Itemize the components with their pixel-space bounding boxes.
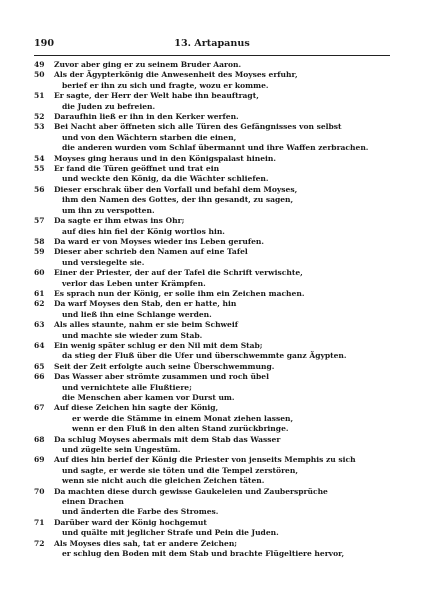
text-line [34, 237, 392, 247]
line-text: und weckte den König, da die Wächter schliefen. [62, 174, 269, 184]
text-line [34, 268, 392, 278]
text-line [34, 206, 392, 216]
verse-number: 67 [34, 403, 45, 413]
running-title: 13. Artapanus [174, 38, 250, 49]
line-text: Da machten diese durch gewisse Gaukeleien und Zaubersprüche [54, 486, 328, 496]
verse-number: 70 [34, 486, 45, 496]
verse-number: 58 [34, 236, 45, 246]
line-text: Auf dies hin berief der König die Priester von jenseits Memphis zu sich [54, 455, 356, 465]
verse-number: 69 [34, 455, 45, 465]
verse-number: 63 [34, 320, 45, 330]
text-line [34, 102, 392, 112]
text-line [34, 351, 392, 361]
text-line [34, 497, 392, 507]
line-text: und ließ ihn eine Schlange werden. [62, 309, 212, 319]
line-text: Da ward er von Moyses wieder ins Leben gerufen. [54, 236, 265, 246]
line-text: wenn er den Fluß in den alten Stand zurückbringe. [72, 424, 289, 434]
verse-number: 55 [34, 164, 45, 174]
line-text: Auf diese Zeichen hin sagte der König, [54, 403, 219, 413]
text-line [34, 154, 392, 164]
line-text: die anderen wurden vom Schlaf übermannt und ihre Waffen zerbrachen. [62, 143, 369, 153]
text-line [34, 216, 392, 226]
verse-number: 56 [34, 184, 45, 194]
text-line [34, 143, 392, 153]
text-line [34, 362, 392, 372]
page-number: 190 [34, 38, 55, 49]
line-text: auf dies hin fiel der König wortlos hin. [62, 226, 225, 236]
text-line [34, 383, 392, 393]
verse-number: 61 [34, 288, 45, 298]
page-header [34, 38, 390, 52]
text-line [34, 279, 392, 289]
text-line [34, 403, 392, 413]
line-text: Da sagte er ihm etwas ins Ohr; [54, 216, 185, 226]
text-line [34, 164, 392, 174]
text-line [34, 539, 392, 549]
line-text: er werde die Stämme in einem Monat ziehen lassen, [72, 413, 294, 423]
line-text: Moyses ging heraus und in den Königspalast hinein. [54, 153, 277, 163]
line-text: Er fand die Türen geöffnet und trat ein [54, 164, 220, 174]
line-text: verlor das Leben unter Krämpfen. [62, 278, 206, 288]
text-line [34, 227, 392, 237]
line-text: Darüber ward der König hochgemut [54, 517, 207, 527]
verse-number: 65 [34, 361, 45, 371]
text-line [34, 112, 392, 122]
text-line [34, 91, 392, 101]
text-line [34, 185, 392, 195]
verse-number: 51 [34, 91, 45, 101]
text-line [34, 393, 392, 403]
line-text: Zuvor aber ging er zu seinem Bruder Aaron. [54, 60, 242, 69]
line-text: Dieser aber schrieb den Namen auf eine Tafel [54, 247, 248, 257]
text-line [34, 518, 392, 528]
text-line [34, 258, 392, 268]
verse-number: 54 [34, 153, 45, 163]
text-line [34, 331, 392, 341]
text-body [34, 60, 392, 560]
verse-number: 72 [34, 538, 45, 548]
text-line [34, 466, 392, 476]
verse-number: 62 [34, 299, 45, 309]
text-line [34, 320, 392, 330]
line-text: Das Wasser aber strömte zusammen und roch übel [54, 372, 269, 382]
text-line [34, 424, 392, 434]
line-text: und änderten die Farbe des Stromes. [62, 507, 219, 517]
text-line [34, 435, 392, 445]
line-text: Seit der Zeit erfolgte auch seine Überschwemmung. [54, 361, 275, 371]
line-text: einen Drachen [62, 497, 124, 507]
text-line [34, 122, 392, 132]
line-text: Einer der Priester, der auf der Tafel die Schrift verwischte, [54, 268, 303, 278]
text-line [34, 70, 392, 80]
line-text: Er sagte, der Herr der Welt habe ihn beauftragt, [54, 91, 259, 101]
line-text: ihm den Namen des Gottes, der ihn gesandt, zu sagen, [62, 195, 294, 205]
text-line [34, 372, 392, 382]
line-text: wenn sie nicht auch die gleichen Zeichen täten. [62, 476, 265, 486]
line-text: berief er ihn zu sich und fragte, wozu er komme. [62, 80, 269, 90]
line-text: und vernichtete alle Flußtiere; [62, 382, 192, 392]
verse-number: 49 [34, 60, 45, 69]
text-line [34, 310, 392, 320]
line-text: Dieser erschrak über den Vorfall und befahl dem Moyses, [54, 184, 298, 194]
line-text: Als der Ägypterkönig die Anwesenheit des Moyses erfuhr, [54, 70, 298, 80]
text-line [34, 195, 392, 205]
text-line [34, 455, 392, 465]
header-rule [34, 55, 390, 56]
line-text: und quälte mit jeglicher Strafe und Pein die Juden. [62, 528, 279, 538]
text-line [34, 289, 392, 299]
line-text: er schlug den Boden mit dem Stab und brachte Flügeltiere hervor, [62, 549, 345, 559]
line-text: und von den Wächtern starben die einen, [62, 132, 237, 142]
verse-number: 52 [34, 112, 45, 122]
text-line [34, 341, 392, 351]
text-line [34, 414, 392, 424]
line-text: und sagte, er werde sie töten und die Tempel zerstören, [62, 465, 298, 475]
verse-number: 50 [34, 70, 45, 80]
verse-number: 57 [34, 216, 45, 226]
line-text: um ihn zu verspotten. [62, 205, 155, 215]
line-text: Daraufhin ließ er ihn in den Kerker werfen. [54, 112, 239, 122]
text-line [34, 445, 392, 455]
verse-number: 66 [34, 372, 45, 382]
line-text: und machte sie wieder zum Stab. [62, 330, 203, 340]
verse-number: 59 [34, 247, 45, 257]
line-text: Bei Nacht aber öffneten sich alle Türen des Gefängnisses von selbst [54, 122, 342, 132]
text-line [34, 81, 392, 91]
line-text: die Juden zu befreien. [62, 101, 156, 111]
line-text: Als alles staunte, nahm er sie beim Schweif [54, 320, 238, 330]
text-line [34, 299, 392, 309]
text-line [34, 528, 392, 538]
line-text: da stieg der Fluß über die Ufer und überschwemmte ganz Ägypten. [62, 351, 347, 361]
line-text: Ein wenig später schlug er den Nil mit dem Stab; [54, 340, 263, 350]
verse-number: 68 [34, 434, 45, 444]
verse-number: 64 [34, 340, 45, 350]
line-text: Da schlug Moyses abermals mit dem Stab das Wasser [54, 434, 281, 444]
text-line [34, 60, 392, 70]
verse-number: 53 [34, 122, 45, 132]
line-text: Es sprach nun der König, er solle ihm ein Zeichen machen. [54, 288, 305, 298]
line-text: Als Moyses dies sah, tat er andere Zeichen; [54, 538, 238, 548]
text-line [34, 549, 392, 559]
text-line [34, 247, 392, 257]
line-text: und versiegelte sie. [62, 257, 145, 267]
text-line [34, 133, 392, 143]
text-line [34, 507, 392, 517]
text-line [34, 487, 392, 497]
text-line [34, 476, 392, 486]
verse-number: 71 [34, 517, 45, 527]
line-text: die Menschen aber kamen vor Durst um. [62, 393, 235, 402]
line-text: Da warf Moyses den Stab, den er hatte, hin [54, 299, 237, 309]
line-text: und zügelte sein Ungestüm. [62, 445, 181, 455]
verse-number: 60 [34, 268, 45, 278]
text-line [34, 174, 392, 184]
